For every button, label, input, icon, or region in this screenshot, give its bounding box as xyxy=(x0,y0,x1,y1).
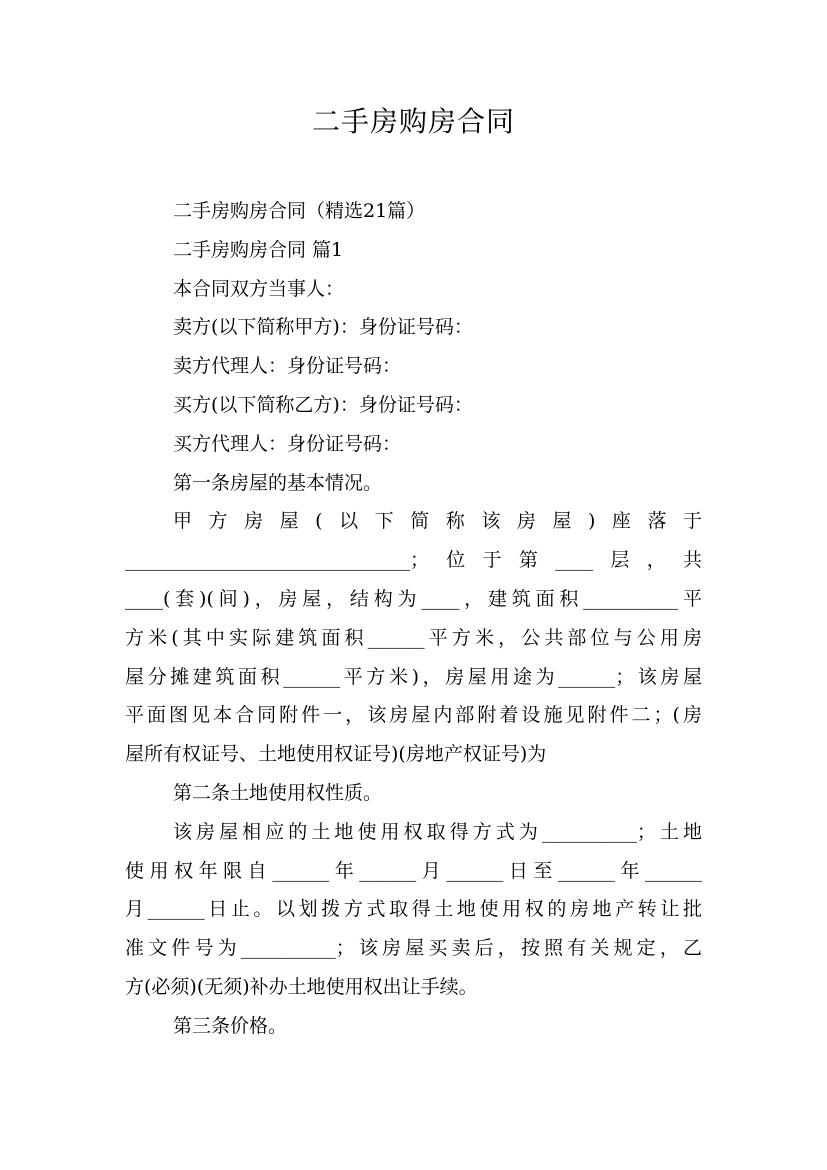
document-line: 屋分摊建筑面积______平方米)，房屋用途为______；该房屋 xyxy=(125,665,702,688)
document-line: 甲方房屋(以下简称该房屋)座落于 xyxy=(173,510,702,533)
document-line: 卖方代理人：身份证号码： xyxy=(173,355,402,378)
document-line: 屋所有权证号、土地使用权证号)(房地产权证号)为 xyxy=(125,743,547,766)
document-line: 该房屋相应的土地使用权取得方式为__________；土地 xyxy=(173,820,702,843)
document-line: 买方代理人：身份证号码： xyxy=(173,432,402,455)
document-line: 二手房购房合同（精选21篇） xyxy=(173,200,426,222)
document-line: 方米(其中实际建筑面积______平方米，公共部位与公用房 xyxy=(125,626,702,649)
document-body xyxy=(125,192,702,1046)
document-line: 月______日止。以划拨方式取得土地使用权的房地产转让批 xyxy=(125,898,702,921)
document-line: 买方(以下简称乙方)：身份证号码： xyxy=(173,393,473,416)
document-line: ______________________________；位于第____层，共 xyxy=(125,549,702,572)
document-line: 平面图见本合同附件一，该房屋内部附着设施见附件二；(房 xyxy=(125,704,702,727)
document-line: 第二条土地使用权性质。 xyxy=(173,781,383,804)
document-line: 卖方(以下简称甲方)：身份证号码： xyxy=(173,316,473,339)
document-line: 使用权年限自______年______月______日至______年______ xyxy=(125,859,702,882)
document-line: 本合同双方当事人： xyxy=(173,277,345,300)
document-line: 第一条房屋的基本情况。 xyxy=(173,471,383,494)
document-line: ____(套)(间)，房屋，结构为____，建筑面积__________平 xyxy=(125,587,702,610)
document-title: 二手房购房合同 xyxy=(311,105,515,138)
document-line: 二手房购房合同 篇1 xyxy=(173,238,344,261)
document-line: 第三条价格。 xyxy=(173,1014,288,1037)
document-line: 方(必须)(无须)补办土地使用权出让手续。 xyxy=(125,975,478,998)
document-line: 准文件号为__________；该房屋买卖后，按照有关规定，乙 xyxy=(125,937,702,960)
